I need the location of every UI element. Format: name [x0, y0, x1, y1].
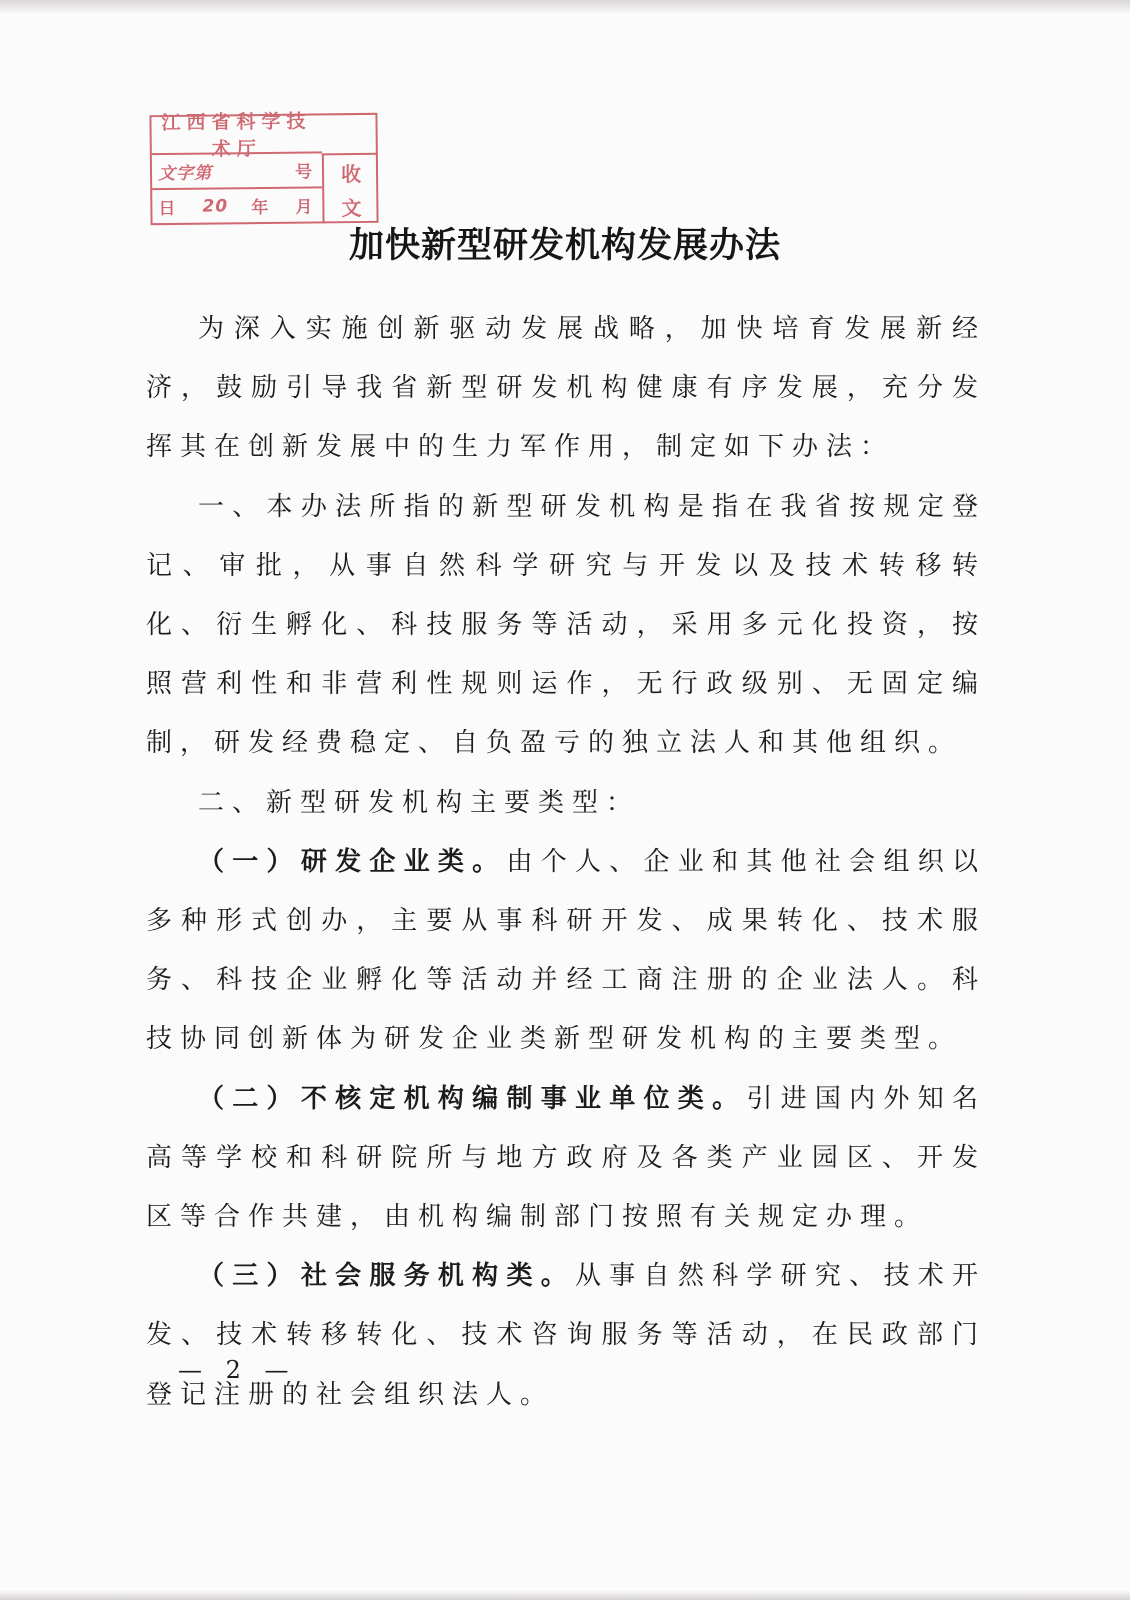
- stamp-side-label: [322, 153, 379, 224]
- stamp-side-bottom: 文: [341, 195, 362, 220]
- stamp-org-name: 江西省科学技术厅: [161, 110, 312, 161]
- receiving-stamp: [149, 110, 378, 225]
- stamp-number-suffix: 号: [294, 162, 317, 183]
- type-rd-enterprise-heading: （一）研发企业类。: [198, 846, 507, 877]
- stamp-day-label: 日: [158, 198, 180, 220]
- type-social-service-heading: （三）社会服务机构类。: [198, 1261, 575, 1292]
- document-body: [146, 300, 986, 1425]
- stamp-side-top: 收: [340, 161, 362, 186]
- paragraph-definition: 一、本办法所指的新型研发机构是指在我省按规定登记、审批，从事自然科学研究与开发以及技术转移转化、衍生孵化、科技服务等活动，采用多元化投资，按照营利性和非营利性规则运作，无行政级别、无固定编制，研发经费稳定、自负盈亏的独立法人和其他组织。: [146, 491, 986, 759]
- document-title: 加快新型研发机构发展办法: [348, 225, 781, 266]
- stamp-month-label: 月: [295, 197, 317, 218]
- stamp-doc-number: 文字第: [157, 163, 213, 185]
- scan-edge-bottom: [0, 1590, 1130, 1600]
- stamp-number-row: [152, 153, 322, 190]
- scan-edge-top: [0, 0, 1130, 14]
- paragraph-intro: 为深入实施创新驱动发展战略，加快培育发展新经济，鼓励引导我省新型研发机构健康有序发展，充分发挥其在创新发展中的生力军作用，制定如下办法：: [146, 314, 986, 463]
- paragraph-type-social-service: （三）社会服务机构类。从事自然科学研究、技术开发、技术转移转化、技术咨询服务等活动，在民政部门登记注册的社会组织法人。: [146, 1261, 986, 1410]
- paragraph-type-rd-enterprise: （一）研发企业类。由个人、企业和其他社会组织以多种形式创办，主要从事科研开发、成果转化、技术服务、科技企业孵化等活动并经工商注册的企业法人。科技协同创新体为研发企业类新型研发机构的主要类型。: [146, 846, 986, 1055]
- paragraph-type-public-institution: （二）不核定机构编制事业单位类。引进国内外知名高等学校和科研院所与地方政府及各类产业园区、开发区等合作共建，由机构编制部门按照有关规定办理。: [146, 1083, 986, 1233]
- stamp-org-row: [151, 110, 321, 161]
- stamp-year-value: 20: [202, 195, 229, 217]
- stamp-year-label: 年: [251, 197, 273, 219]
- type-public-institution-heading: （二）不核定机构编制事业单位类。: [198, 1083, 747, 1114]
- page-number: — 2 —: [178, 1356, 297, 1384]
- paragraph-types-heading: 二、新型研发机构主要类型：: [198, 787, 641, 818]
